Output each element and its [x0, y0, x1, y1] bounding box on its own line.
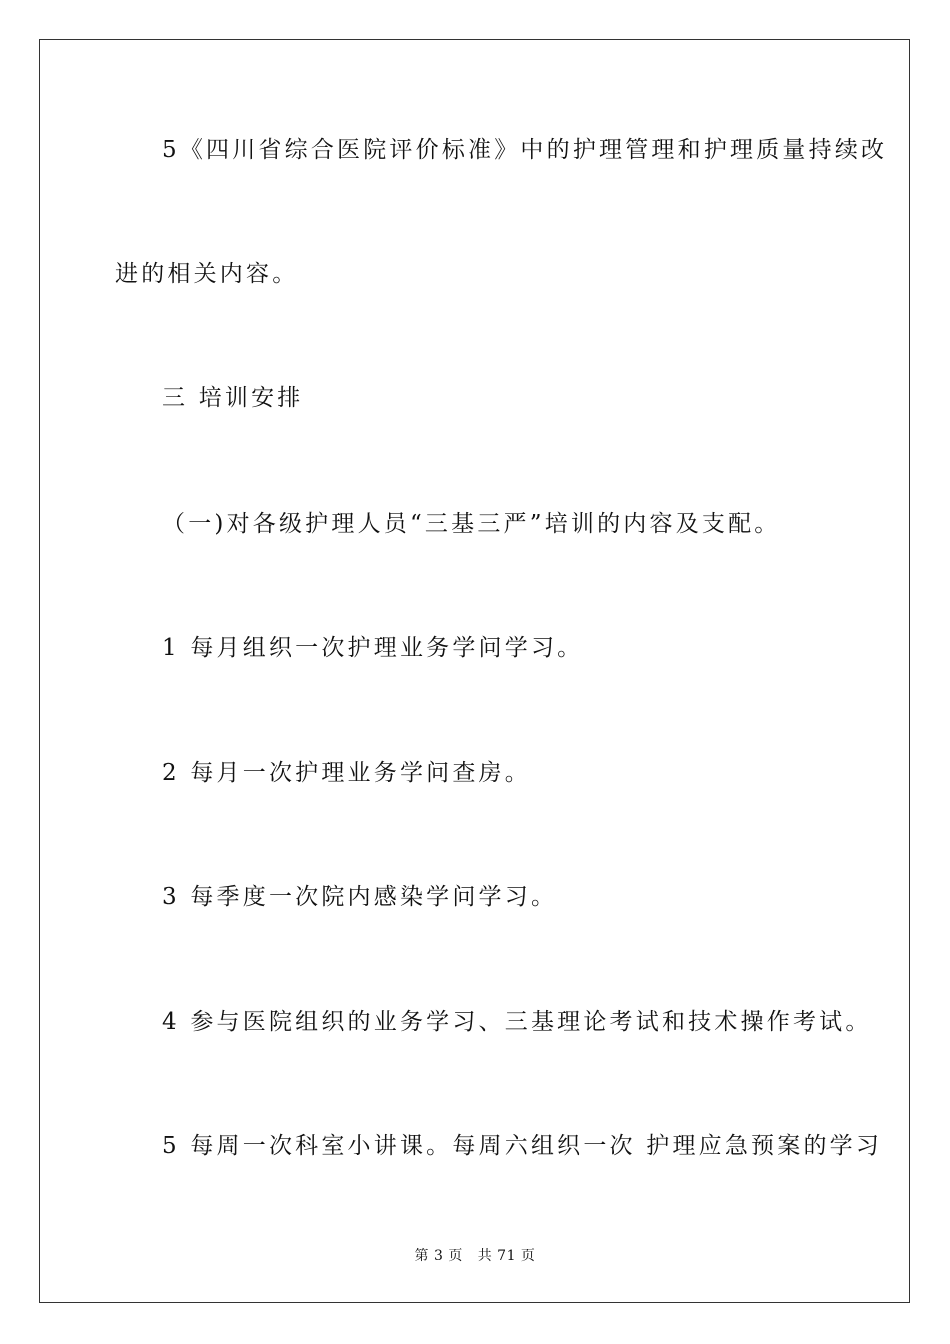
page-border — [39, 39, 910, 1303]
list-item-3: 3 每季度一次院内感染学问学习。 — [162, 884, 558, 910]
list-item-5: 5 每周一次科室小讲课。每周六组织一次 护理应急预案的学习 — [162, 1133, 883, 1159]
section-heading: 三 培训安排 — [162, 385, 304, 411]
list-item-4: 4 参与医院组织的业务学习、三基理论考试和技术操作考试。 — [162, 1009, 872, 1035]
subsection-heading: （一)对各级护理人员“三基三严”培训的内容及支配。 — [162, 511, 781, 537]
list-item-1: 1 每月组织一次护理业务学问学习。 — [162, 635, 584, 661]
page-number: 第 3 页 — [414, 1248, 463, 1264]
total-pages: 共 71 页 — [477, 1248, 536, 1264]
paragraph-line-2: 进的相关内容。 — [115, 261, 299, 287]
page-footer — [0, 1245, 950, 1265]
paragraph-line-1: 5《四川省综合医院评价标准》中的护理管理和护理质量持续改 — [162, 137, 888, 163]
list-item-2: 2 每月一次护理业务学问查房。 — [162, 760, 531, 786]
